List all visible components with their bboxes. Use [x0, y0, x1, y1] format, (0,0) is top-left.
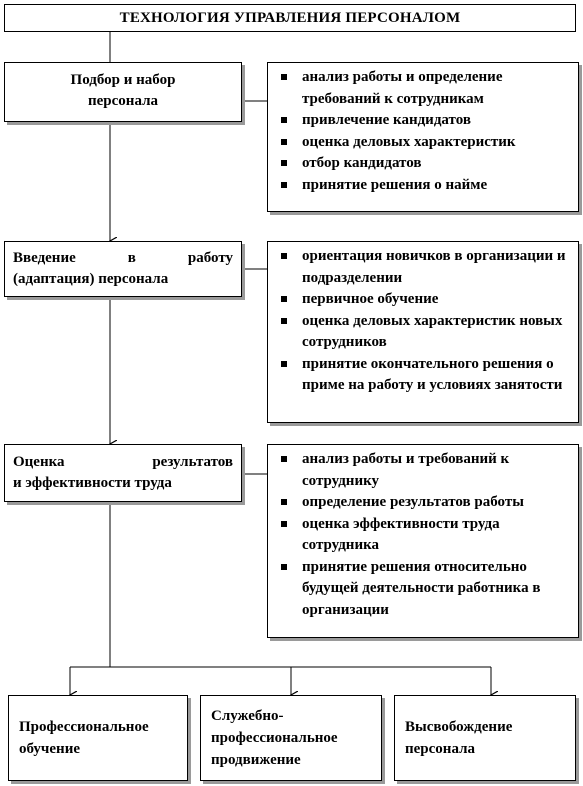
- list-item: оценка эффективности труда сотрудника: [278, 514, 572, 557]
- list-item: первичное обучение: [278, 289, 572, 311]
- list-item: привлечение кандидатов: [278, 110, 572, 132]
- list-item: определение результатов работы: [278, 492, 572, 514]
- outcome-training-line-2: обучение: [19, 741, 80, 757]
- list-item: оценка деловых характеристик: [278, 132, 572, 154]
- list-item: принятие решения относительно будущей деятельности работника в организации: [278, 557, 572, 622]
- outcome-promotion-line-2: профессиональное: [211, 730, 338, 746]
- stage-evaluation-tasks: [267, 444, 579, 638]
- outcome-promotion-line-3: продвижение: [211, 752, 301, 768]
- list-item: отбор кандидатов: [278, 153, 572, 175]
- diagram-title: ТЕХНОЛОГИЯ УПРАВЛЕНИЯ ПЕРСОНАЛОМ: [4, 4, 576, 32]
- stage-adaptation-label-line-2: (адаптация) персонала: [13, 271, 169, 287]
- list-item: ориентация новичков в организации и подразделении: [278, 246, 572, 289]
- outcome-release-box: [394, 695, 576, 781]
- stage-evaluation-label-line-1: Оценка результатов: [13, 454, 233, 470]
- outcome-training-box: [8, 695, 188, 781]
- stage-adaptation-box: [4, 241, 242, 297]
- outcome-release-line-2: персонала: [405, 741, 475, 757]
- stage-recruitment-box: [4, 62, 242, 122]
- stage-evaluation-box: [4, 444, 242, 502]
- outcome-promotion-box: [200, 695, 382, 781]
- list-item: анализ работы и определение требований к сотрудникам: [278, 67, 572, 110]
- list-item: анализ работы и требований к сотруднику: [278, 449, 572, 492]
- outcome-release-line-1: Высвобождение: [405, 719, 513, 735]
- stage-adaptation-tasks: [267, 241, 579, 423]
- stage-evaluation-label-line-2: и эффективности труда: [13, 475, 172, 491]
- list-item: принятие решения о найме: [278, 175, 572, 197]
- stage-recruitment-label-line-1: Подбор и набор: [70, 72, 176, 88]
- outcome-training-line-1: Профессиональное: [19, 719, 149, 735]
- outcome-promotion-line-1: Служебно-: [211, 708, 284, 724]
- list-item: оценка деловых характеристик новых сотрудников: [278, 311, 572, 354]
- stage-adaptation-label-line-1: Введение в работу: [13, 250, 233, 266]
- list-item: принятие окончательного решения о приме на работу и условиях занятости: [278, 354, 572, 397]
- stage-recruitment-tasks: [267, 62, 579, 212]
- stage-recruitment-label-line-2: персонала: [88, 93, 158, 109]
